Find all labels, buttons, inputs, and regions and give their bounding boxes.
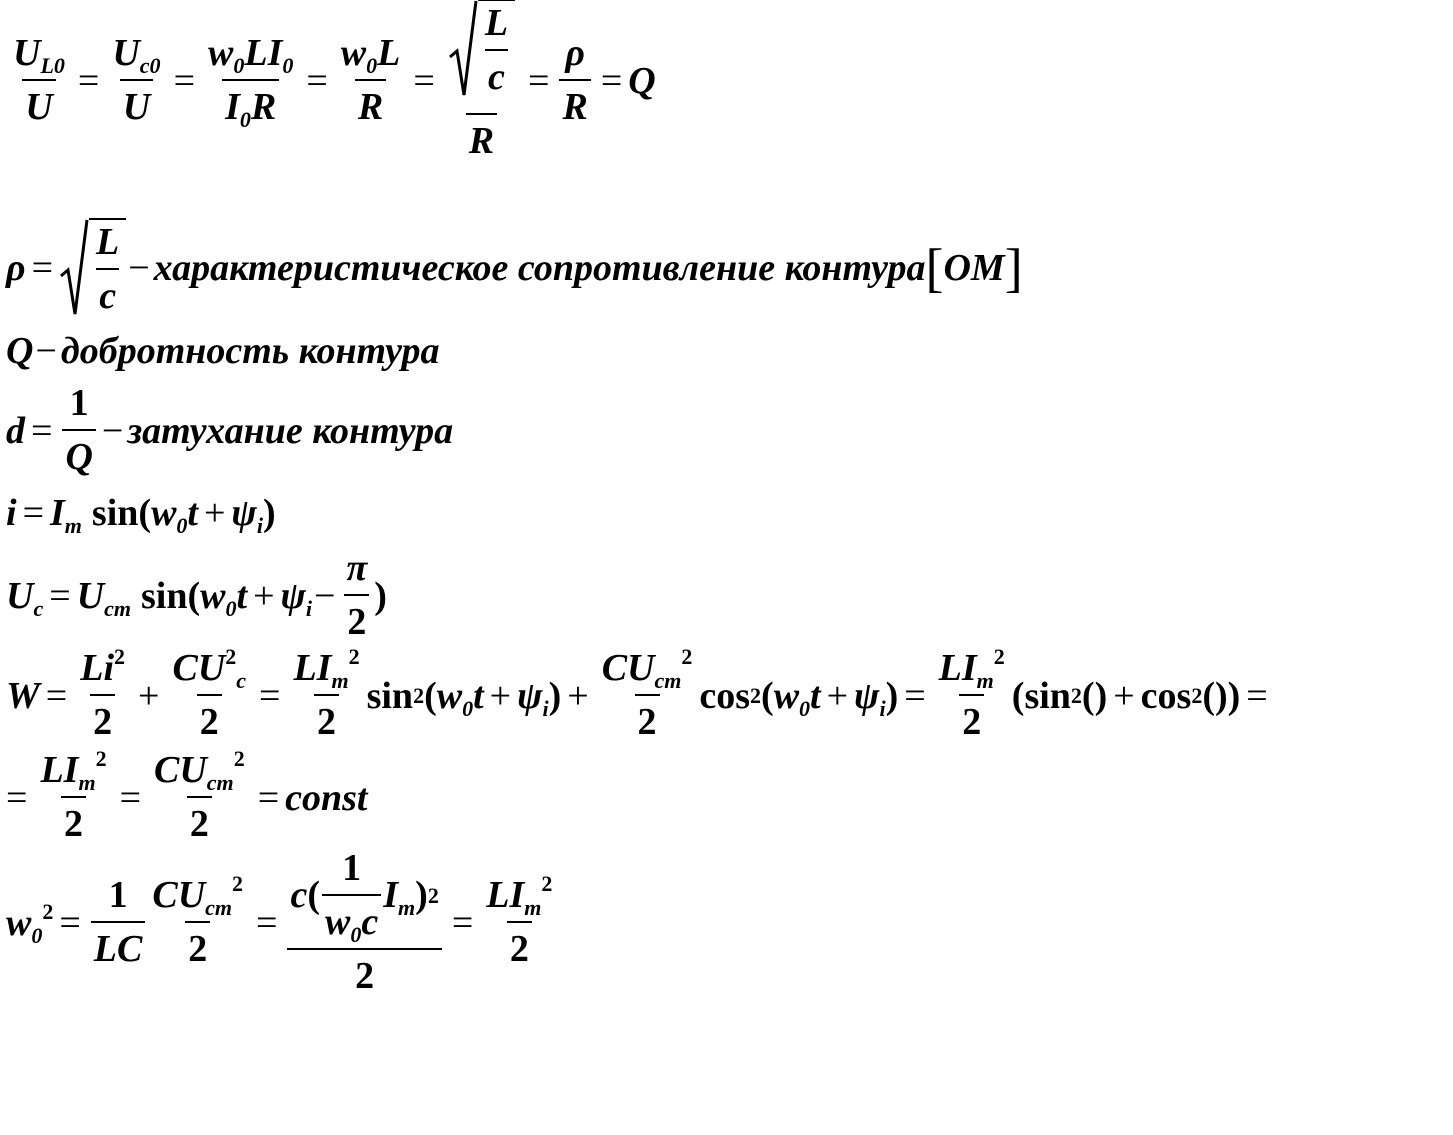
const-word: const: [285, 776, 368, 819]
rho-label: характеристическое сопротивление контура: [153, 247, 926, 289]
quality-factor-equation: $\frac{U_{L0}}{U}$ = $\frac{U_{c0}}{U}$ = $\frac{w_0LI_0}{I_0R}$ = $\frac{w_0L}{R}$ = $\frac{\frac{L}{c}}{R}$ = $\frac{\rho}{R}$ = Q: [6, 6, 656, 156]
capacitor-voltage-equation: $U_c$ = $U_{cm}$ sin ( $w_0t$ + $\psi_i$ − $\frac{\pi}{2}$ ): [6, 546, 387, 643]
sqrt-l-over-c: $\frac{L}{c}$: [59, 218, 126, 318]
sqrt-lc-over-r: $\frac{\frac{L}{c}}{R}$: [445, 0, 518, 163]
w0li0-over-i0r: $\frac{w_0LI_0}{I_0R}$: [208, 32, 294, 132]
uc0-over-u: $\frac{U_{c0}}{U}$: [112, 32, 161, 128]
energy-const-equation: = $\frac{LI_m^2}{2}$ = $\frac{CU_{cm}^2}{2}$ = const: [6, 745, 368, 845]
ul0-over-u: $\frac{U_{L0}}{U}$: [13, 32, 65, 128]
q-label: добротность контура: [60, 330, 440, 372]
energy-equation: W = $\frac{Li^2}{2}$ + $\frac{CU^2_c}{2}$ = $\frac{LI_m^2}{2}$ sin 2 ( $w_0t$ + $\psi_i$ ) + $\frac{CU_{cm}^2}{2}$ cos 2 ( $w_0t$ + $\psi_i$ ) = $\frac{LI_m^2}{2}$ ( sin 2 () + cos 2 ()) =: [6, 643, 1268, 743]
q-definition: Q − добротность контура: [6, 330, 440, 372]
rho-over-r: $\frac{\rho}{R}$: [559, 33, 590, 129]
current-equation: i = $I_m$ sin ( $w_0t$ + $\psi_i$ ): [6, 492, 276, 538]
w0l-over-r: $\frac{w_0L}{R}$: [340, 32, 401, 128]
sqrt-l-over-c: $\frac{L}{c}$: [448, 0, 515, 99]
rho-unit: ОМ: [943, 247, 1005, 289]
d-label: затухание контура: [127, 409, 454, 452]
radical-icon: [448, 0, 478, 99]
radical-icon: [59, 218, 89, 318]
resonance-equation: $w_0^2$ = $\frac{1}{LC}$ $\frac{CU_{cm}^2}{2}$ = c ( $\frac{1}{w_0c}$ $I_m$ ) 2 2 = $\frac{LI_m^2}{2}$: [6, 847, 553, 997]
rho-definition: ρ = $\frac{L}{c}$ − характеристическое сопротивление контура [ ОМ ]: [6, 218, 1023, 318]
d-definition: d = $\frac{1}{Q}$ − затухание контура: [6, 381, 454, 478]
